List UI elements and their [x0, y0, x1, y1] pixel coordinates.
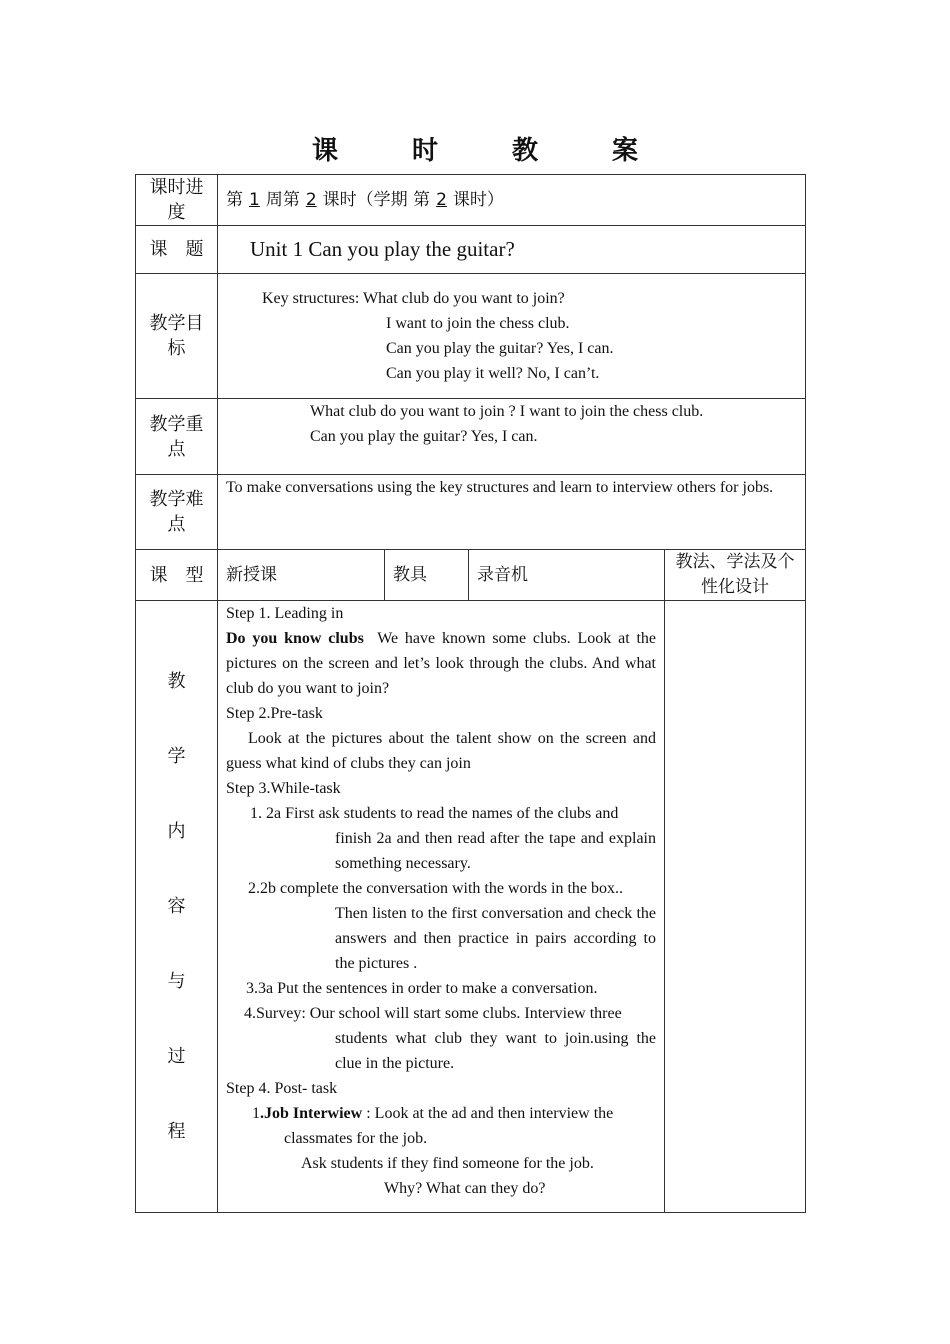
post-task-text: : Look at the ad and then interview the: [362, 1105, 614, 1122]
step3-item3: 3.3a Put the sentences in order to make a conversation.: [246, 980, 598, 997]
key-point-line: Can you play the guitar? Yes, I can.: [310, 428, 538, 445]
step4-title: Step 4. Post- task: [226, 1080, 338, 1097]
lesson-number: 2: [305, 189, 317, 210]
key-points-row: [136, 399, 806, 475]
step2-title: Step 2.Pre-task: [226, 705, 323, 722]
method-label: 教法、学法及个性化设计: [665, 550, 806, 601]
step3-item1-head: 1. 2a First ask students to read the names of the clubs and: [250, 805, 619, 822]
process-label-char: 与: [167, 971, 186, 992]
difficulties-label: 教学难点: [136, 475, 218, 550]
post-task-item: [226, 1101, 656, 1126]
lesson-type-row: [136, 550, 806, 601]
lesson-type-value: 新授课: [218, 550, 385, 601]
objective-line: Can you play it well? No, I can’t.: [386, 365, 600, 382]
step3-item2-rest: Then listen to the first conversation and check the answers and then practice in pairs according to the pictures .: [335, 905, 656, 972]
process-content: [218, 601, 665, 1213]
key-points-content: [218, 399, 806, 475]
step1-body: We have known some clubs. Look at the pictures on the screen and let’s look through the clubs. And what club do you want to join?: [226, 630, 657, 697]
progress-value: [218, 175, 806, 226]
step1-title: Step 1. Leading in: [226, 605, 344, 622]
tools-value: 录音机: [469, 550, 665, 601]
process-label-char: 容: [167, 896, 186, 917]
process-label: [136, 601, 218, 1213]
objective-line: Can you play the guitar? Yes, I can.: [386, 340, 614, 357]
difficulties-content: To make conversations using the key structures and learn to interview others for jobs.: [218, 475, 806, 550]
method-design-cell: [665, 601, 806, 1213]
step2-text: Look at the pictures about the talent show on the screen and guess what kind of clubs they can join: [226, 730, 656, 772]
step3-item1-rest: finish 2a and then read after the tape and explain something necessary.: [335, 830, 656, 872]
objectives-label: 教学目标: [136, 274, 218, 399]
step1-bold: Do you know clubs: [226, 630, 364, 647]
step3-item2-head: 2.2b complete the conversation with the words in the box..: [248, 880, 624, 897]
post-task-text2: classmates for the job.: [284, 1130, 428, 1147]
progress-row: [136, 175, 806, 226]
step3-item4-head: 4.Survey: Our school will start some clubs. Interview three: [244, 1005, 622, 1022]
key-points-label: 教学重点: [136, 399, 218, 475]
post-task-line4: Why? What can they do?: [384, 1180, 546, 1197]
objective-line: Key structures: What club do you want to join?: [262, 290, 565, 307]
process-label-char: 程: [167, 1121, 186, 1142]
step1-text: [226, 626, 656, 701]
process-label-char: 教: [167, 671, 186, 692]
process-label-char: 内: [167, 821, 186, 842]
step3-title: Step 3.While-task: [226, 780, 341, 797]
progress-suffix: 课时）: [452, 189, 504, 210]
post-task-bold: .Job Interwiew: [260, 1105, 363, 1122]
tools-label: 教具: [385, 550, 469, 601]
progress-label: 课时进度: [136, 175, 218, 226]
topic-value: Unit 1 Can you play the guitar?: [218, 226, 806, 274]
week-number: 1: [249, 189, 260, 210]
lesson-type-label: 课 型: [136, 550, 218, 601]
post-task-number: 1: [252, 1105, 260, 1122]
lesson-plan-table: [135, 174, 806, 1213]
topic-row: [136, 226, 806, 274]
difficulties-row: [136, 475, 806, 550]
step3-item4-rest: students what club they want to join.using the clue in the picture.: [335, 1030, 656, 1072]
lesson-unit: 课时（学期 第: [322, 189, 431, 210]
objectives-content: [218, 274, 806, 399]
objectives-row: [136, 274, 806, 399]
progress-prefix: 第: [226, 189, 243, 210]
topic-label: 课 题: [136, 226, 218, 274]
week-unit: 周第: [265, 189, 300, 210]
process-row: [136, 601, 806, 1213]
process-label-char: 学: [167, 746, 186, 767]
process-label-char: 过: [167, 1046, 186, 1067]
term-lesson-number: 2: [436, 189, 447, 210]
objective-line: I want to join the chess club.: [386, 315, 570, 332]
post-task-line3: Ask students if they find someone for the job.: [301, 1155, 594, 1172]
key-point-line: What club do you want to join ? I want to join the chess club.: [310, 403, 704, 420]
page-title: 课 时 教 案: [311, 136, 662, 166]
